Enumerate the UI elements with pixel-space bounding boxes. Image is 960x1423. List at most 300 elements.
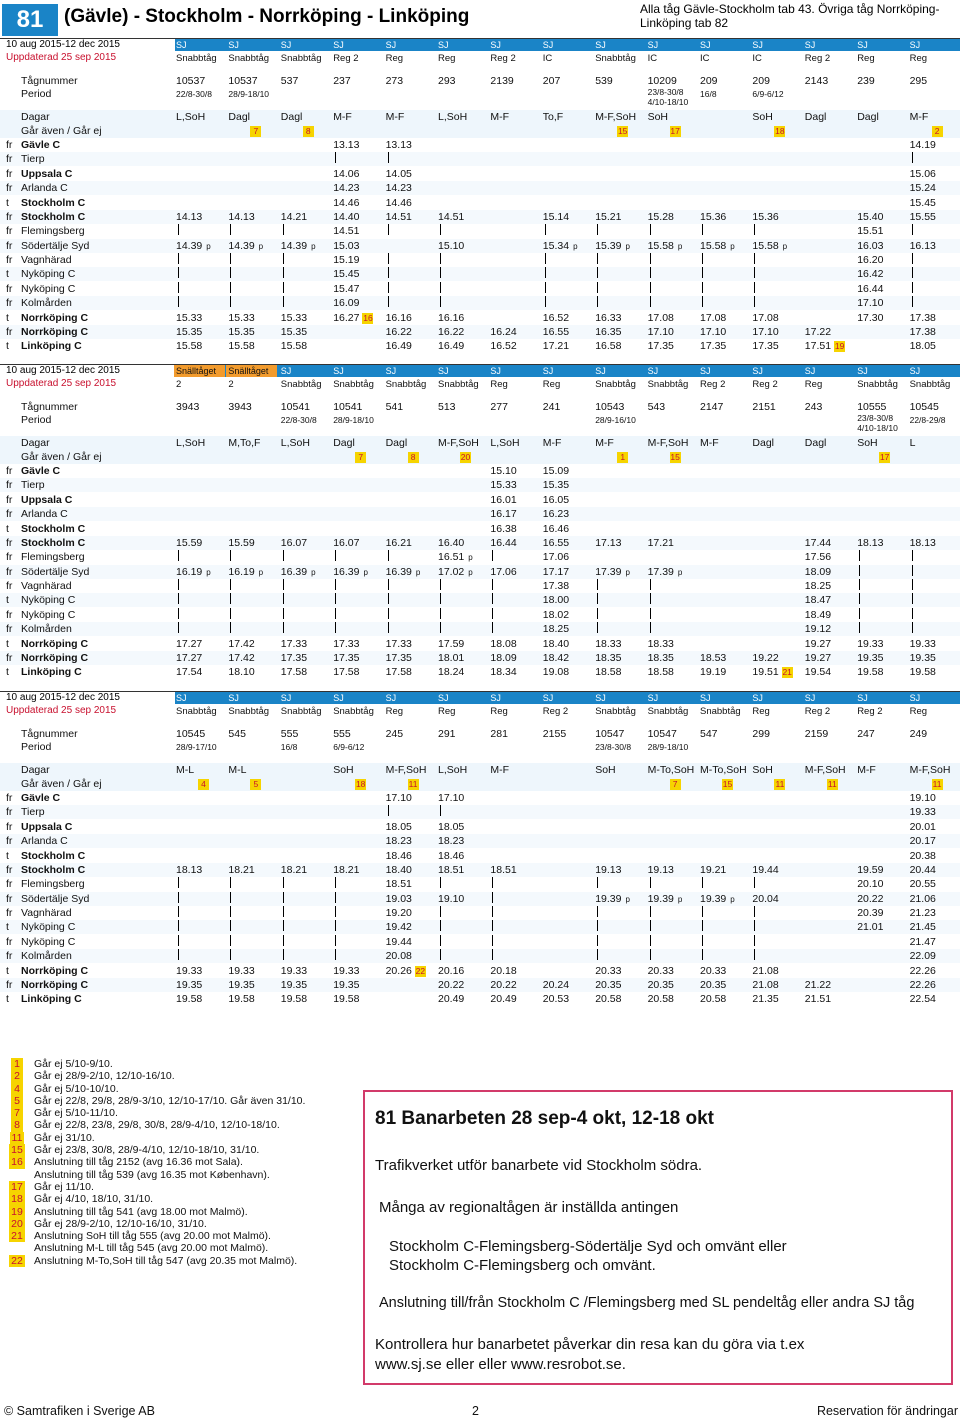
time-cell xyxy=(595,964,647,978)
table-number-badge: 81 xyxy=(2,4,58,36)
station-row xyxy=(0,992,960,1006)
time-value: 16.49 xyxy=(438,340,465,353)
pass-through-marker xyxy=(702,224,703,235)
time-cell xyxy=(700,877,752,891)
time-value: 19.10 xyxy=(438,892,465,905)
time-cell xyxy=(386,181,438,195)
time-cell xyxy=(228,325,280,339)
time-value: 16.38 xyxy=(490,522,517,535)
legend-item xyxy=(8,1255,348,1267)
time-cell xyxy=(438,593,490,607)
pass-through-marker xyxy=(650,622,651,633)
pass-through-marker xyxy=(230,593,231,604)
pass-through-marker xyxy=(912,253,913,264)
meta-cell: 537 xyxy=(280,75,299,87)
pass-through-marker xyxy=(702,267,703,278)
time-cell xyxy=(176,325,228,339)
time-cell xyxy=(595,877,647,891)
time-cell xyxy=(805,622,857,636)
footnote-marker: 20 xyxy=(11,1217,23,1230)
time-value: 17.35 xyxy=(647,340,674,353)
time-cell xyxy=(910,863,960,877)
time-value: 18.51 xyxy=(490,863,517,876)
time-cell xyxy=(281,339,333,353)
footnote-marker: 11 xyxy=(11,1131,23,1144)
time-value: 22.54 xyxy=(909,993,936,1006)
meta-cell: 23/8-30/8 xyxy=(595,742,632,752)
pass-through-marker xyxy=(178,949,179,960)
time-cell xyxy=(438,665,490,679)
time-value: 19.21 xyxy=(700,863,727,876)
time-cell xyxy=(386,565,438,580)
station-name: Arlanda C xyxy=(21,835,68,848)
time-cell xyxy=(490,978,542,992)
time-value: 16.20 xyxy=(857,254,884,267)
time-value: 14.39 xyxy=(228,239,255,252)
meta-cell: M,To,F xyxy=(228,437,261,449)
time-cell xyxy=(333,282,385,296)
time-cell xyxy=(648,239,700,254)
time-cell xyxy=(910,651,960,665)
footnote-marker: 15 xyxy=(722,779,733,789)
time-value: 19.58 xyxy=(176,993,203,1006)
time-value: 22.26 xyxy=(909,964,936,977)
footnote-marker: 7 xyxy=(11,1107,23,1119)
footnote-marker: 11 xyxy=(932,779,942,789)
time-value: 21.22 xyxy=(804,978,832,991)
footnote-marker: 16 xyxy=(363,312,373,323)
time-cell xyxy=(228,637,280,651)
time-cell xyxy=(438,791,490,805)
time-cell xyxy=(176,964,228,978)
time-value: 18.35 xyxy=(595,651,622,664)
time-value: 18.05 xyxy=(909,340,936,353)
footnote-marker: 4 xyxy=(198,779,209,790)
time-value: 14.40 xyxy=(333,210,360,223)
time-cell xyxy=(176,935,228,949)
time-cell xyxy=(805,593,857,607)
arrival-departure-flag: fr xyxy=(6,863,13,876)
train-type: Reg 2 xyxy=(490,53,516,64)
legend-item xyxy=(8,1206,348,1218)
time-cell xyxy=(281,593,333,607)
time-value: 20.24 xyxy=(542,978,570,991)
train-type: Reg 2 xyxy=(804,53,831,64)
time-cell xyxy=(543,665,595,679)
station-name: Tierp xyxy=(21,479,45,492)
pass-through-marker xyxy=(178,550,179,561)
row-label: Period xyxy=(21,741,52,753)
operator-name: SJ xyxy=(542,366,554,376)
time-value: 19.20 xyxy=(385,907,412,920)
time-cell xyxy=(438,651,490,665)
time-cell xyxy=(595,608,647,622)
pass-through-marker xyxy=(650,224,651,235)
meta-cell: 247 xyxy=(857,728,875,740)
time-value: 18.33 xyxy=(595,637,622,650)
time-cell xyxy=(700,665,752,679)
time-cell xyxy=(281,325,333,339)
time-cell xyxy=(333,196,385,210)
operator-name: SJ xyxy=(438,40,449,50)
time-value: 17.21 xyxy=(542,340,570,353)
time-cell xyxy=(438,863,490,877)
time-value: 17.51 xyxy=(804,340,832,353)
arrival-departure-flag: fr xyxy=(6,254,13,267)
time-value: 19.22 xyxy=(752,651,779,664)
time-cell xyxy=(333,579,385,593)
station-name: Uppsala C xyxy=(21,820,73,833)
pass-through-marker xyxy=(597,906,598,917)
station-row xyxy=(0,210,960,224)
time-cell xyxy=(752,863,804,877)
time-value: 16.39 xyxy=(280,565,308,578)
station-name: Gävle C xyxy=(21,792,61,804)
time-value: 17.02 xyxy=(438,565,465,578)
arrival-departure-flag: t xyxy=(6,340,9,353)
time-value: 14.05 xyxy=(385,167,412,180)
time-cell xyxy=(281,651,333,665)
time-cell xyxy=(281,877,333,891)
time-cell xyxy=(543,267,595,281)
time-value: 17.42 xyxy=(228,651,255,664)
meta-cell: 291 xyxy=(438,728,456,740)
time-cell xyxy=(386,579,438,593)
time-value: 15.58 xyxy=(700,239,727,252)
arrival-departure-flag: t xyxy=(6,964,9,977)
station-name: Norrköping C xyxy=(21,325,89,338)
arrival-departure-flag: fr xyxy=(6,608,13,621)
station-row xyxy=(0,978,960,992)
station-row xyxy=(0,296,960,310)
pass-through-marker xyxy=(650,935,651,946)
operator-name: SJ xyxy=(333,366,344,376)
meta-cell: M-F,SoH xyxy=(438,437,479,449)
pass-through-marker xyxy=(702,877,703,888)
time-cell xyxy=(543,579,595,593)
footnote-marker: 21 xyxy=(782,667,792,678)
station-row xyxy=(0,892,960,906)
time-cell xyxy=(857,267,909,281)
time-cell xyxy=(228,296,280,310)
time-cell xyxy=(386,849,438,863)
time-cell xyxy=(805,978,857,992)
time-value: 17.10 xyxy=(438,792,465,804)
station-row xyxy=(0,608,960,622)
footnote-marker: 2 xyxy=(11,1070,23,1082)
time-cell xyxy=(333,935,385,949)
pickup-only-marker: p xyxy=(677,894,683,904)
time-value: 15.14 xyxy=(542,210,570,223)
operator-name: SJ xyxy=(333,693,344,703)
pickup-only-marker: p xyxy=(206,241,211,251)
time-cell xyxy=(490,920,542,934)
time-cell xyxy=(333,637,385,651)
station-name: Södertälje Syd xyxy=(21,565,90,578)
meta-cell: M-F xyxy=(385,111,405,123)
time-value: 18.58 xyxy=(595,666,622,679)
legend-number xyxy=(8,1119,26,1131)
meta-cell: 10555 xyxy=(857,401,887,413)
train-type: IC xyxy=(700,53,710,64)
pass-through-marker xyxy=(912,608,913,619)
pass-through-marker xyxy=(545,253,546,264)
meta-cell: 10537 xyxy=(176,75,206,87)
operator-name: SJ xyxy=(804,366,816,376)
time-cell xyxy=(857,665,909,679)
time-cell xyxy=(386,267,438,281)
time-cell xyxy=(857,593,909,607)
pass-through-marker xyxy=(492,579,493,590)
time-cell xyxy=(438,296,490,310)
pass-through-marker xyxy=(335,949,336,960)
time-cell xyxy=(910,239,960,253)
time-cell xyxy=(386,339,438,353)
station-row xyxy=(0,622,960,636)
meta-cell: M-To,SoH xyxy=(647,764,695,776)
meta-cell: 209 xyxy=(752,75,770,87)
time-value: 17.33 xyxy=(280,637,308,650)
legend-number xyxy=(8,1218,26,1230)
pass-through-marker xyxy=(492,877,493,888)
operator-name: SJ xyxy=(647,693,659,703)
time-cell xyxy=(490,651,542,665)
time-value: 20.22 xyxy=(490,978,517,991)
time-cell xyxy=(281,311,333,325)
time-cell xyxy=(910,181,960,195)
meta-cell: M-To,SoH xyxy=(700,764,747,776)
pass-through-marker xyxy=(283,579,284,590)
time-cell xyxy=(648,210,700,224)
time-cell xyxy=(490,622,542,636)
pass-through-marker xyxy=(230,224,231,235)
time-cell xyxy=(543,651,595,665)
arrival-departure-flag: t xyxy=(6,196,9,209)
station-row xyxy=(0,282,960,296)
train-type: Reg 2 xyxy=(752,379,778,390)
time-cell xyxy=(281,622,333,636)
time-cell xyxy=(910,325,960,339)
time-value: 15.58 xyxy=(752,239,779,252)
meta-cell: 3943 xyxy=(176,401,200,413)
time-cell xyxy=(595,296,647,310)
time-value: 19.08 xyxy=(542,666,570,679)
time-value: 16.07 xyxy=(333,536,360,549)
legend-item xyxy=(8,1083,348,1095)
meta-cell: 513 xyxy=(438,401,456,413)
arrival-departure-flag: t xyxy=(6,522,9,535)
meta-row xyxy=(0,777,960,791)
time-cell xyxy=(228,282,280,296)
time-cell xyxy=(857,550,909,564)
time-cell xyxy=(438,210,490,224)
pass-through-marker xyxy=(650,608,651,619)
time-value: 20.58 xyxy=(647,993,674,1006)
station-name: Nyköping C xyxy=(21,921,76,934)
station-name: Kolmården xyxy=(21,623,72,636)
pass-through-marker xyxy=(597,282,598,293)
time-value: 18.10 xyxy=(228,666,255,679)
station-name: Flemingsberg xyxy=(21,878,85,891)
time-cell xyxy=(333,892,385,906)
time-cell xyxy=(438,565,490,580)
train-type: Reg 2 xyxy=(542,706,569,717)
pass-through-marker xyxy=(597,935,598,946)
pass-through-marker xyxy=(335,935,336,946)
pass-through-marker xyxy=(388,296,389,307)
pass-through-marker xyxy=(650,920,651,931)
meta-cell: 2151 xyxy=(752,401,776,413)
time-value: 18.35 xyxy=(647,651,674,664)
time-value: 16.22 xyxy=(385,325,412,338)
meta-cell: 10537 xyxy=(228,75,258,87)
time-value: 15.35 xyxy=(176,325,203,338)
time-cell xyxy=(333,253,385,267)
time-cell xyxy=(228,992,280,1006)
time-cell xyxy=(176,637,228,651)
time-value: 19.13 xyxy=(595,863,622,876)
time-cell xyxy=(228,622,280,636)
time-value: 21.35 xyxy=(752,993,779,1006)
footnote-marker: 17 xyxy=(879,452,890,462)
arrival-departure-flag: fr xyxy=(6,536,13,549)
pass-through-marker xyxy=(178,267,179,278)
time-value: 13.13 xyxy=(385,139,412,151)
time-cell xyxy=(281,253,333,267)
pass-through-marker xyxy=(178,906,179,917)
time-cell xyxy=(648,282,700,296)
time-value: 16.16 xyxy=(438,311,465,324)
time-value: 16.55 xyxy=(542,325,570,338)
train-type: Snabbtåg xyxy=(176,706,217,717)
time-value: 20.35 xyxy=(595,978,622,991)
station-row xyxy=(0,536,960,550)
time-value: 15.51 xyxy=(857,225,884,238)
time-value: 19.33 xyxy=(909,806,936,819)
meta-cell: 295 xyxy=(909,75,928,87)
time-cell xyxy=(543,565,595,579)
time-cell xyxy=(595,992,647,1006)
meta-cell: 23/8-30/8 4/10-18/10 xyxy=(647,87,689,107)
row-label: Går även / Går ej xyxy=(21,125,102,137)
time-value: 21.23 xyxy=(909,907,936,920)
pass-through-marker xyxy=(440,949,441,960)
train-type: Snabbtåg xyxy=(700,706,741,717)
time-value: 19.58 xyxy=(228,993,255,1006)
time-value: 16.22 xyxy=(438,325,465,338)
meta-cell: 10541 xyxy=(280,401,310,413)
station-row xyxy=(0,224,960,238)
time-cell xyxy=(648,608,700,622)
pass-through-marker xyxy=(754,282,755,293)
time-cell xyxy=(910,536,960,550)
time-cell xyxy=(700,267,752,281)
pass-through-marker xyxy=(597,253,598,264)
time-value: 21.08 xyxy=(752,964,779,977)
footnote-marker: 1 xyxy=(617,452,628,463)
time-value: 15.39 xyxy=(595,239,622,252)
time-value: 19.27 xyxy=(804,651,832,664)
time-cell xyxy=(333,296,385,310)
time-cell xyxy=(805,637,857,651)
time-cell xyxy=(752,949,804,963)
time-cell xyxy=(228,964,280,978)
legend-number xyxy=(8,1206,26,1218)
time-cell xyxy=(490,863,542,877)
pass-through-marker xyxy=(754,949,755,960)
time-cell xyxy=(490,637,542,651)
time-value: 18.23 xyxy=(385,835,412,848)
time-value: 18.05 xyxy=(385,820,412,833)
time-cell xyxy=(700,935,752,949)
train-type: Snabbtåg xyxy=(909,379,951,390)
time-cell xyxy=(648,267,700,281)
train-type: Snabbtåg xyxy=(857,379,898,390)
time-cell xyxy=(857,224,909,238)
footnote-marker: 1 xyxy=(11,1058,23,1070)
time-cell xyxy=(176,949,228,963)
time-cell xyxy=(386,282,438,296)
time-value: 16.23 xyxy=(542,508,570,521)
time-cell xyxy=(228,239,280,254)
time-cell xyxy=(228,565,280,580)
arrival-departure-flag: fr xyxy=(6,551,13,564)
station-name: Norrköping C xyxy=(21,978,89,991)
time-cell xyxy=(700,210,752,224)
train-type: Reg xyxy=(385,706,404,717)
time-cell xyxy=(438,820,490,834)
time-value: 20.35 xyxy=(700,978,727,991)
time-cell xyxy=(857,892,909,906)
time-cell xyxy=(333,964,385,978)
time-cell xyxy=(543,992,595,1006)
meta-cell: 243 xyxy=(804,401,823,413)
time-cell xyxy=(805,992,857,1006)
pass-through-marker xyxy=(388,608,389,619)
time-value: 15.28 xyxy=(647,210,674,223)
time-cell xyxy=(281,239,333,254)
time-cell xyxy=(333,536,385,550)
operator-name: SJ xyxy=(804,693,816,703)
time-cell xyxy=(595,210,647,224)
time-cell xyxy=(857,863,909,877)
pass-through-marker xyxy=(230,935,231,946)
pass-through-marker xyxy=(754,253,755,264)
time-cell xyxy=(333,267,385,281)
time-value: 17.22 xyxy=(804,325,832,338)
legend-text: Anslutning M-To,SoH till tåg 547 (avg 20.35 mot Malmö). xyxy=(34,1254,298,1267)
station-row xyxy=(0,593,960,607)
time-cell xyxy=(386,138,438,152)
time-cell xyxy=(648,651,700,665)
time-value: 15.10 xyxy=(438,239,465,252)
time-value: 18.42 xyxy=(542,651,570,664)
time-value: 15.59 xyxy=(228,536,255,549)
station-name: Arlanda C xyxy=(21,182,68,195)
meta-cell: M-F xyxy=(700,437,719,449)
pass-through-marker xyxy=(440,296,441,307)
time-cell xyxy=(543,282,595,296)
row-shade xyxy=(0,181,960,195)
time-cell xyxy=(857,920,909,934)
pass-through-marker xyxy=(230,892,231,903)
time-cell xyxy=(228,906,280,920)
time-cell xyxy=(333,608,385,622)
time-cell xyxy=(543,622,595,636)
time-cell xyxy=(752,311,804,325)
train-type: Snabbtåg xyxy=(333,379,374,390)
time-value: 15.09 xyxy=(542,465,570,477)
